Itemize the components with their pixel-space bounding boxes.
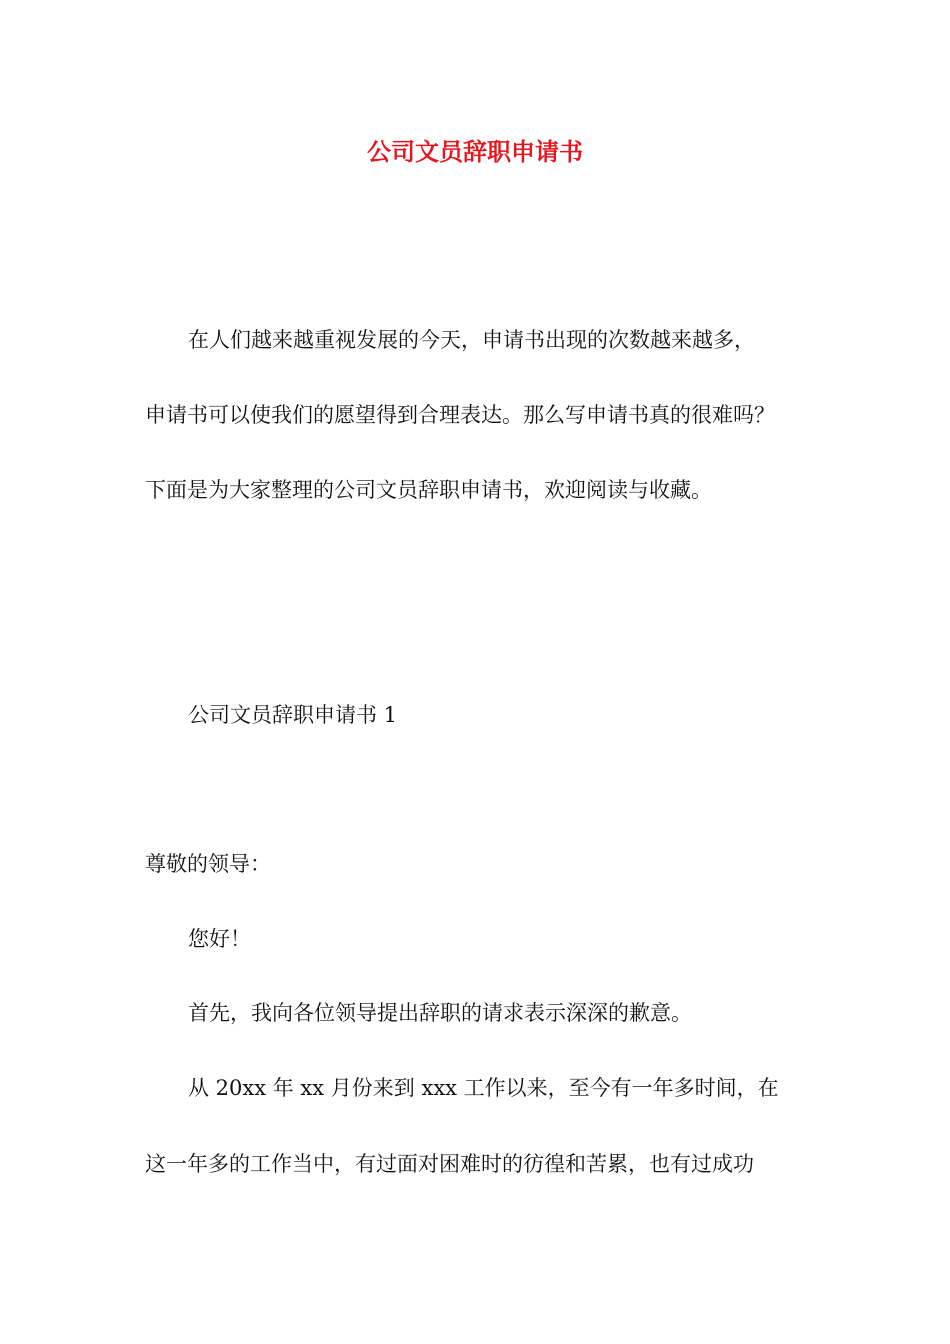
letter-paragraph-1: 首先，我向各位领导提出辞职的请求表示深深的歉意。 [188, 1001, 692, 1025]
intro-line-1: 在人们越来越重视发展的今天，申请书出现的次数越来越多， [188, 328, 755, 352]
letter-greeting: 您好！ [188, 927, 251, 951]
section-heading: 公司文员辞职申请书 1 [188, 703, 398, 727]
letter-paragraph-2-line-2: 这一年多的工作当中，有过面对困难时的彷徨和苦累，也有过成功 [145, 1152, 754, 1176]
intro-line-2: 申请书可以使我们的愿望得到合理表达。那么写申请书真的很难吗？ [145, 403, 775, 427]
document-title: 公司文员辞职申请书 [367, 137, 583, 166]
intro-line-3: 下面是为大家整理的公司文员辞职申请书，欢迎阅读与收藏。 [145, 478, 712, 502]
letter-paragraph-2-line-1: 从 20xx 年 xx 月份来到 xxx 工作以来，至今有一年多时间，在 [188, 1076, 779, 1100]
letter-salutation: 尊敬的领导： [145, 852, 271, 876]
